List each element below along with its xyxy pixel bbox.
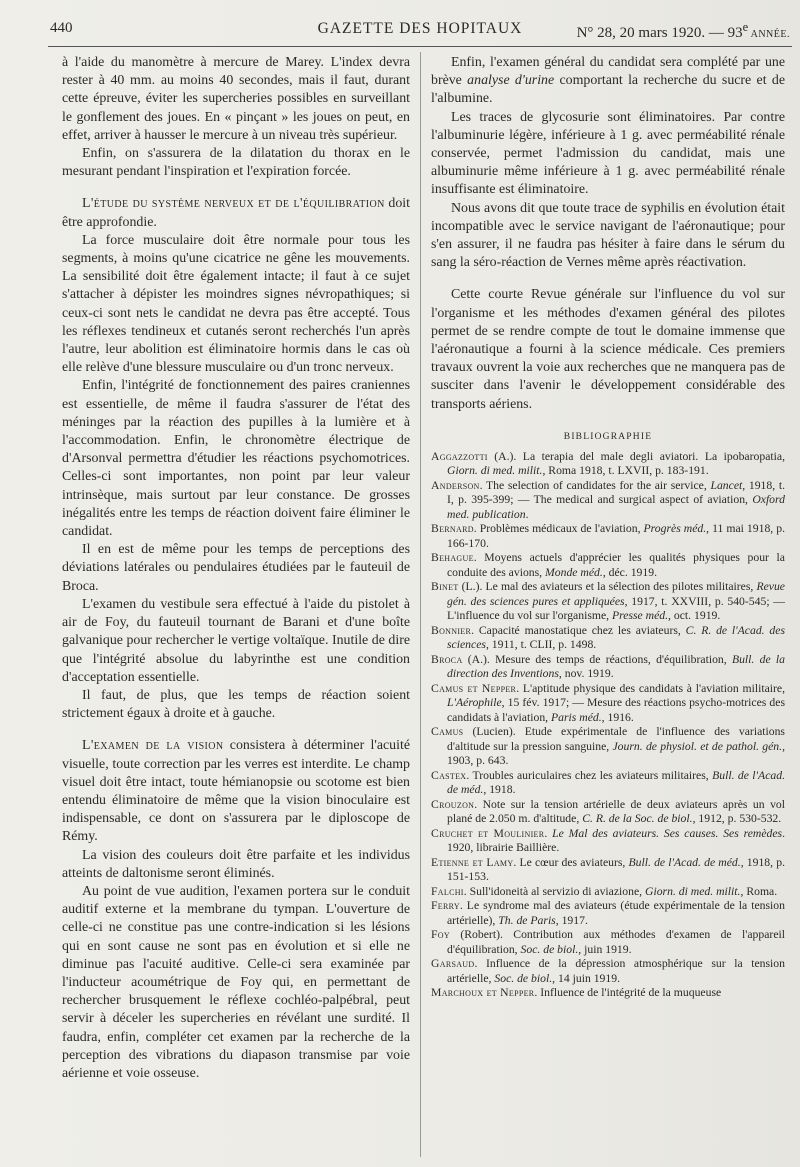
bibliography-text: . (525, 507, 529, 521)
header-rule (48, 46, 792, 47)
bibliography-source: C. R. de l'Acad. des sciences (447, 623, 785, 652)
issue-date: N° 28, 20 mars 1920. — 93 (576, 25, 743, 41)
paragraph: Les traces de glycosurie sont éliminatoires. Par contre l'albuminurie légère, inférieure à 1 g. avec perméabilité rénale conservée, permet l'admission du candidat, mais une albuminurie même inférieure à 1 g. avec perméabilité rénale insuffisante est éliminatoire. (431, 109, 785, 198)
bibliography-text: , 15 fév. 1917; — Mesure des réactions psycho-motrices des candidats à l'aviation, (447, 696, 785, 724)
bibliography-text: , 1918. (483, 783, 516, 797)
bibliography-text: , juin 1919. (578, 942, 632, 956)
paragraph (62, 737, 410, 846)
bibliography-entry (431, 479, 785, 523)
text: comportant la recherche du sucre et de l'albumine. (431, 73, 785, 107)
bibliography-source: Revue gén. des sciences pures et appliquées (447, 580, 785, 608)
paragraph (431, 54, 785, 109)
emphasis: analyse d'urine (467, 73, 555, 89)
bibliography-text: , oct. 1919. (668, 609, 721, 623)
paragraph (62, 195, 410, 231)
section-text: doit être approfondie. (62, 196, 410, 230)
bibliography-source: Oxford med. publication (447, 493, 785, 521)
bibliography-author: Ferry (431, 899, 460, 913)
bibliography-entry (431, 769, 785, 798)
bibliography-source: Giorn. di med. milit. (645, 884, 741, 898)
journal-title: GAZETTE DES HOPITAUX (317, 20, 523, 37)
section-text: consistera à déterminer l'acuité visuelle, toute correction par les verres est interdite. Le champ visuel doit être intact, toute hémianopsie ou scotome est bien entendu éliminatoire de même que la vision binoculaire est indispensable, ce dont on s'assurera par le diploscope de Rémy. (62, 738, 410, 845)
paragraph: La vision des couleurs doit être parfaite et les individus atteints de daltonisme seront éliminés. (62, 847, 410, 881)
bibliography-text: (L.). Le mal des aviateurs et la sélection des pilotes militaires, (458, 580, 757, 594)
bibliography-entry (431, 580, 785, 624)
bibliography-source: Presse méd. (612, 609, 669, 623)
paragraph: Enfin, l'intégrité de fonctionnement des paires craniennes est essentielle, de même il faudra s'assurer de l'état des méninges par la réaction des pupilles à la lumière et à l'accommodation. Enfin, le chronomètre électrique de d'Arsonval permettra d'étudier les réactions psychomotrices. Celles-ci sont importantes, non point par leur valeur intrinsèque, mais surtout par leur constance. De grosses inégalités entre les temps de réaction doivent faire éliminer le candidat. (62, 378, 410, 540)
bibliography-author: Foy (431, 928, 450, 942)
bibliography-author: Camus (431, 725, 464, 739)
bibliography-source: Progrès méd. (643, 522, 707, 536)
bibliography-text: . Note sur la tension artérielle de deux aviateurs après un vol plané de 2.050 m. d'altitude, (447, 797, 785, 826)
bibliography-entry (431, 450, 785, 479)
bibliography-author: Etienne et Lamy (431, 855, 514, 869)
paragraph: La force musculaire doit être normale pour tous les segments, à moins qu'une cicatrice ne gêne les mouvements. La sensibilité doit être également intacte; il faut à ce sujet s'attacher à dépister les moindres signes névropathiques; si ceux-ci sont nets le candidat ne devra pas être accepté. Tous les réflexes tendineux et cutanés seront recherchés l'un après l'autre, leur abolition est éliminatoire hormis dans le cas où elle relève d'une blessure musculaire ou d'un tronc nerveux. (62, 232, 410, 376)
bibliography-author: Behague (431, 551, 474, 565)
right-column (431, 54, 785, 1001)
bibliography-text: , 1912, p. 530-532. (692, 812, 782, 826)
bibliography-text: , 1903, p. 643. (447, 739, 785, 768)
bibliography-entry (431, 899, 785, 928)
text: Enfin, l'examen général du candidat sera complété par une brève (431, 55, 785, 89)
bibliography-source: Le Mal des aviateurs. Ses causes. Ses remèdes (552, 826, 783, 840)
bibliography-source: Bull. de l'Acad. de méd. (628, 855, 741, 869)
bibliography-source: Soc. de biol. (520, 942, 579, 956)
bibliography-text: . Problèmes médicaux de l'aviation, (473, 522, 644, 536)
bibliography-text: , nov. 1919. (558, 667, 614, 681)
bibliography-text: (Lucien). Etude expérimentale de l'influence des variations d'altitude sur la pression sanguine, (447, 725, 785, 753)
bibliography-author: Binet (431, 580, 459, 594)
bibliography-source: Giorn. di med. milit. (447, 464, 543, 478)
bibliography-author: Garsaud (431, 957, 475, 971)
bibliography-text: , déc. 1919. (602, 565, 658, 579)
bibliography-author: Broca (431, 652, 463, 666)
bibliography-source: Journ. de physiol. et de pathol. gén. (612, 739, 783, 753)
bibliography-entry (431, 624, 785, 653)
section-lead: L'examen de la vision (82, 738, 224, 754)
bibliography-author: Marchoux et Nepper (431, 986, 535, 1000)
bibliography-text: , 1916. (601, 710, 634, 724)
bibliography-text: (Robert). Contribution aux méthodes d'examen de l'appareil d'équilibration, (447, 928, 785, 956)
bibliography-source: Soc. de biol. (494, 971, 553, 985)
bibliography-entry (431, 653, 785, 682)
bibliography-entry (431, 798, 785, 827)
paragraph: Enfin, on s'assurera de la dilatation du thorax en le mesurant pendant l'inspiration et l'expiration forcée. (62, 146, 410, 180)
bibliography-entry (431, 682, 785, 726)
issue-sup: e (742, 20, 749, 34)
bibliography-text: . The selection of candidates for the air service, (479, 478, 711, 492)
bibliography-text: . Moyens actuels d'apprécier les qualités physiques pour la conduite des avions, (447, 551, 785, 579)
bibliography-source: Paris méd. (551, 710, 602, 724)
paragraph: Nous avons dit que toute trace de syphilis en évolution était incompatible avec le service navigant de l'aéronautique; pour s'en assurer, il ne faudra pas hésiter à faire dans le sérum du sang la séro-réaction de Vernes même après réactivation. (431, 200, 785, 271)
bibliography-text: . (544, 826, 553, 840)
bibliography-source: Bull. de l'Acad. de méd. (447, 768, 785, 797)
paragraph: Au point de vue audition, l'examen portera sur le conduit auditif externe et la membrane du tympan. L'ouverture de celle-ci ne constitue pas une contre-indication si les lésions qui en sont cause ne sont pas en évolution et si elle ne diminue pas l'acuité auditive. Celle-ci sera examinée par l'inducteur acoumétrique de Foy qui, en permettant de rechercher brusquement le réflexe cochléo-palpébral, peut servir à déceler les supercheries en révélant une surdité. Il faudra, enfin, compléter cet examen par la recherche de la perception des vibrations du diapason transmise par voie aérienne et voie osseuse. (62, 883, 410, 1081)
bibliography-source: L'Aérophile (447, 696, 502, 710)
left-column (62, 54, 410, 1083)
section-lead: L'étude du système nerveux et de l'équilibration (82, 196, 385, 212)
bibliography-source: C. R. de la Soc. de biol. (582, 812, 693, 826)
bibliography-text: . Influence de la dépression atmosphérique sur la tension artérielle, (447, 957, 785, 985)
paragraph: Cette courte Revue générale sur l'influence du vol sur l'organisme et les méthodes d'examen général des pilotes permet de se rendre compte de tout le domaine immense que l'aéronautique a fourni à la science médicale. Ces premiers travaux ouvrent la voie aux recherches que ne manquera pas de susciter dans l'avenir le développement considérable des transports aériens. (431, 287, 785, 412)
bibliography-author: Castex (431, 768, 467, 782)
bibliography-entry (431, 856, 785, 885)
page-number: 440 (50, 20, 73, 36)
page-header (50, 14, 790, 40)
bibliography-text: , 14 juin 1919. (552, 971, 621, 985)
bibliography-text: , 1918, p. 151-153. (447, 855, 785, 884)
bibliography-heading: BIBLIOGRAPHIE (563, 431, 653, 442)
bibliography-entry (431, 928, 785, 957)
bibliography-text: . Le cœur des aviateurs, (513, 855, 629, 869)
issue-info (577, 20, 790, 42)
bibliography-text: . Le syndrome mal des aviateurs (étude expérimentale de la tension artérielle), (447, 899, 785, 927)
bibliography-text: . Capacité manostatique chez les aviateurs, (471, 623, 686, 637)
issue-year-label: ANNÉE. (748, 29, 790, 40)
bibliography-author: Crouzon (431, 797, 475, 811)
bibliography-entry (431, 725, 785, 769)
bibliography-text: . L'aptitude physique des candidats à l'aviation militaire, (516, 681, 786, 695)
bibliography-text: (A.). Mesure des temps de réactions, d'équilibration, (462, 652, 732, 666)
bibliography-entry (431, 986, 785, 1001)
column-divider (420, 52, 421, 1157)
bibliography-author: Aggazzotti (431, 449, 488, 463)
bibliography-text: . 1920, librairie Baillière. (447, 826, 786, 855)
bibliography-author: Falchi (431, 884, 464, 898)
bibliography-author: Camus et Nepper (431, 681, 517, 695)
bibliography-entry (431, 885, 785, 900)
paragraph: L'examen du vestibule sera effectué à l'aide du pistolet à air de Foy, du fauteuil tournant de Barani et d'une boîte galvanique pour rechercher le vertige voltaïque. Inutile de dire que l'intégrité absolue du labyrinthe est une condition d'acceptation essentielle. (62, 596, 410, 685)
bibliography-entry (431, 551, 785, 580)
bibliography-text: , 1918, t. I, p. 395-399; — The medical and surgical aspect of aviation, (447, 478, 786, 507)
bibliography-text: , 1911, t. CLII, p. 1498. (485, 638, 597, 652)
bibliography-text: , Roma. (740, 884, 778, 898)
bibliography-source: Lancet (710, 478, 743, 492)
bibliography-author: Anderson (431, 478, 480, 492)
bibliography-author: Cruchet et Moulinier (431, 826, 545, 840)
bibliography-text: , 11 mai 1918, p. 166-170. (447, 522, 785, 550)
bibliography-source: Bull. de la direction des Inventions (447, 652, 785, 681)
bibliography-text: . Influence de l'intégrité de la muqueuse (534, 986, 722, 1000)
bibliography-text: , 1917, t. XXVIII, p. 540-545; — L'influence du vol sur l'organisme, (447, 594, 785, 623)
bibliography-source: Th. de Paris (498, 913, 556, 927)
bibliography-entry (431, 522, 785, 551)
bibliography-list (431, 450, 785, 1001)
bibliography-source: Monde méd. (545, 565, 603, 579)
right-body (431, 54, 785, 414)
bibliography-text: (A.). La terapia del male degli aviatori. La ipobaropatia, (487, 449, 785, 463)
bibliography-entry (431, 827, 785, 856)
bibliography-text: . Sull'idoneità al servizio di aviazione, (463, 884, 646, 898)
bibliography-author: Bonnier (431, 623, 472, 637)
bibliography-entry (431, 957, 785, 986)
bibliography-text: , 1917. (555, 913, 588, 927)
paragraph: à l'aide du manomètre à mercure de Marey. L'index devra rester à 40 mm. au moins 40 secondes, mais il faut, durant cette épreuve, éviter les supercheries possibles en surveillant le gonflement des joues. En « pinçant » les joues on peut, en effet, arriver à hausser le mercure à un niveau très supérieur. (62, 55, 410, 143)
bibliography-text: . Troubles auriculaires chez les aviateurs militaires, (466, 768, 713, 782)
paragraph: Il en est de même pour les temps de perceptions des déviations latérales ou pendulaires étudiées par le fauteuil de Broca. (62, 542, 410, 594)
paragraph: Il faut, de plus, que les temps de réaction soient strictement égaux à droite et à gauche. (62, 687, 410, 722)
bibliography-author: Bernard (431, 522, 474, 536)
bibliography-text: , Roma 1918, t. LXVII, p. 183-191. (542, 464, 709, 478)
